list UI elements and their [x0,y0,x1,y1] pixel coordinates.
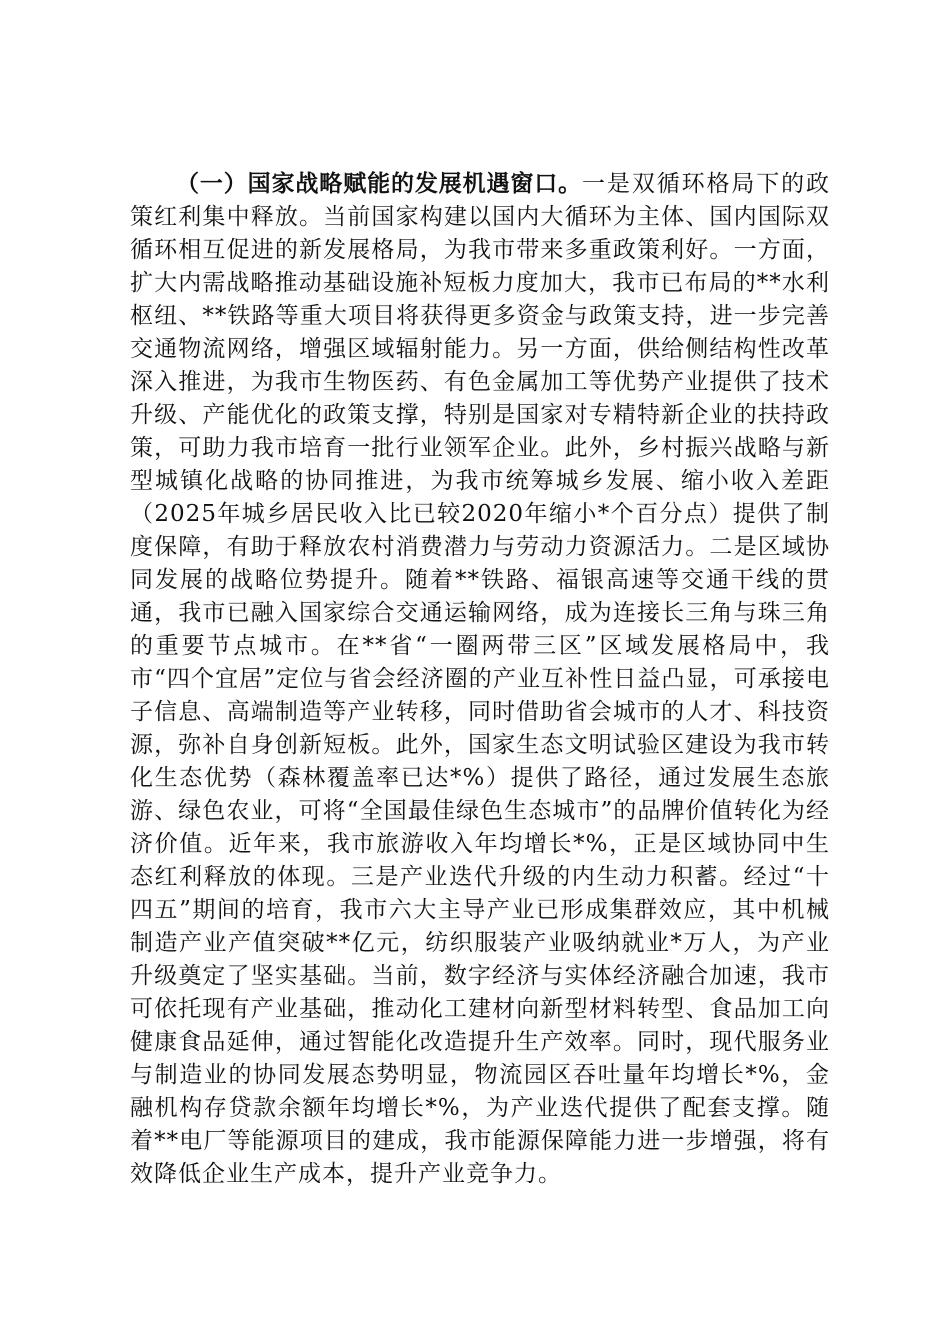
paragraph-text: 一是双循环格局下的政策红利集中释放。当前国家构建以国内大循环为主体、国内国际双循环相互促进的新发展格局，为我市带来多重政策利好。一方面，扩大内需战略推动基础设施补短板力度加大，我市已布局的**水利枢纽、**铁路等重大项目将获得更多资金与政策支持，进一步完善交通物流网络，增强区域辐射能力。另一方面，供给侧结构性改革深入推进，为我市生物医药、有色金属加工等优势产业提供了技术升级、产能优化的政策支撑，特别是国家对专精特新企业的扶持政策，可助力我市培育一批行业领军企业。此外，乡村振兴战略与新型城镇化战略的协同推进，为我市统筹城乡发展、缩小收入差距（2025年城乡居民收入比已较2020年缩小*个百分点）提供了制度保障，有助于释放农村消费潜力与劳动力资源活力。二是区域协同发展的战略位势提升。随着**铁路、福银高速等交通干线的贯通，我市已融入国家综合交通运输网络，成为连接长三角与珠三角的重要节点城市。在**省“一圈两带三区”区域发展格局中，我市“四个宜居”定位与省会经济圈的产业互补性日益凸显，可承接电子信息、高端制造等产业转移，同时借助省会城市的人才、科技资源，弥补自身创新短板。此外，国家生态文明试验区建设为我市转化生态优势（森林覆盖率已达*%）提供了路径，通过发展生态旅游、绿色农业，可将“全国最佳绿色生态城市”的品牌价值转化为经济价值。近年来，我市旅游收入年均增长*%，正是区域协同中生态红利释放的体现。三是产业迭代升级的内生动力积蓄。经过“十四五”期间的培育，我市六大主导产业已形成集群效应，其中机械制造产业产值突破**亿元，纺织服装产业吸纳就业*万人，为产业升级奠定了坚实基础。当前，数字经济与实体经济融合加速，我市可依托现有产业基础，推动化工建材向新型材料转型、食品加工向健康食品延伸，通过智能化改造提升生产效率。同时，现代服务业与制造业的协同发展态势明显，物流园区吞吐量年均增长*%，金融机构存贷款余额年均增长*%，为产业迭代提供了配套支撑。随着**电厂等能源项目的建成，我市能源保障能力进一步增强，将有效降低企业生产成本，提升产业竞争力。 [130,171,831,1187]
section-heading: （一）国家战略赋能的发展机遇窗口。 [176,171,583,197]
paragraph [130,168,830,1191]
document-body [130,168,830,1191]
